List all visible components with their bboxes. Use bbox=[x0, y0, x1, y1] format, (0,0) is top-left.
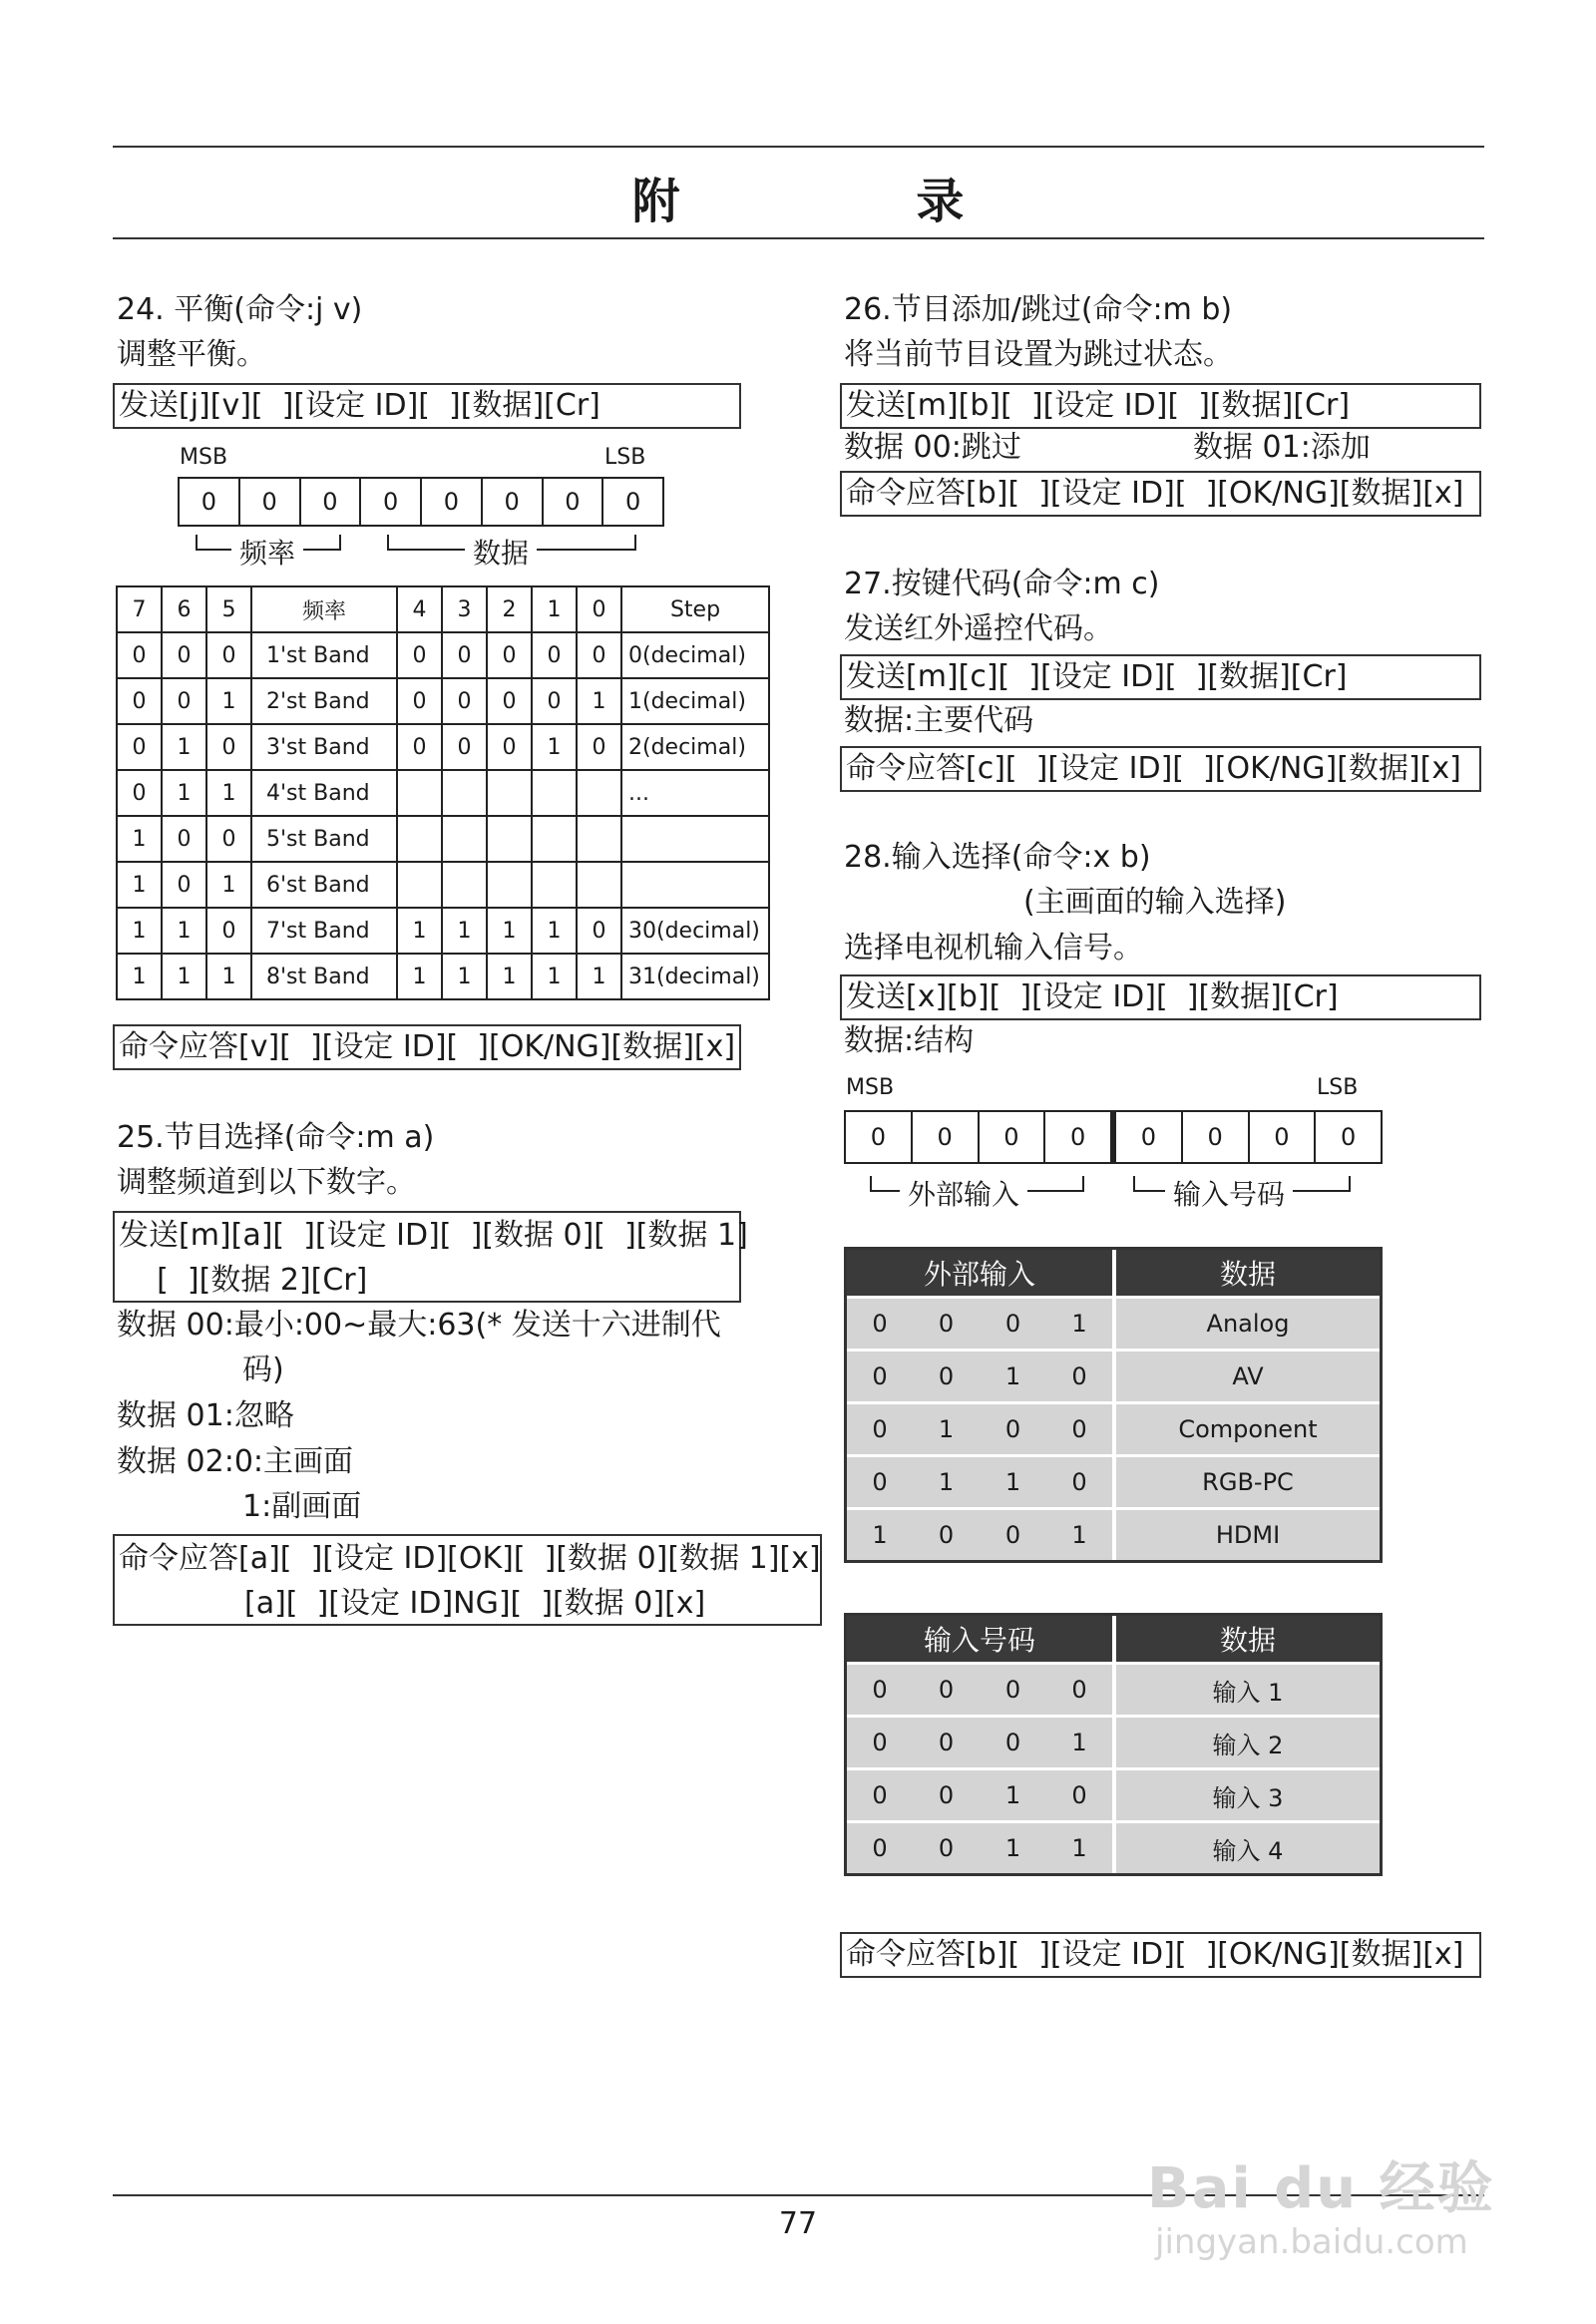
band-table-cell: 0 bbox=[487, 678, 532, 724]
band-table-cell: 5'st Band bbox=[251, 816, 397, 862]
sec28-ext-label: 外部输入 bbox=[900, 1173, 1027, 1213]
sec25-ack-line2: [a][ ][设定 ID]NG][ ][数据 0][x] bbox=[244, 1586, 706, 1621]
bit-7: 0 bbox=[846, 1112, 913, 1162]
ext-table-row bbox=[847, 1507, 1380, 1560]
bit-3: 0 bbox=[1116, 1112, 1183, 1162]
table-data-cell: RGB-PC bbox=[1112, 1454, 1380, 1507]
top-rule bbox=[113, 146, 1484, 148]
table-data-cell: Component bbox=[1112, 1401, 1380, 1454]
band-table-cell: 1 bbox=[117, 862, 162, 908]
ext-table-header-data: 数据 bbox=[1112, 1250, 1380, 1296]
sec24-msb: MSB bbox=[180, 445, 228, 470]
table-bit-cell: 0 bbox=[980, 1296, 1046, 1349]
band-table-header-cell: 5 bbox=[206, 586, 251, 632]
band-table-cell bbox=[397, 862, 442, 908]
table-bit-cell: 1 bbox=[1046, 1820, 1112, 1873]
sec25-ack-line1: 命令应答[a][ ][设定 ID][OK][ ][数据 0][数据 1][x] bbox=[119, 1541, 821, 1576]
table-bit-cell: 0 bbox=[847, 1296, 913, 1349]
bit-6: 0 bbox=[240, 479, 301, 525]
num-table-row bbox=[847, 1820, 1380, 1873]
sec28-bit-row bbox=[844, 1110, 1383, 1164]
sec25-data01: 数据 01:忽略 bbox=[117, 1398, 294, 1433]
sec24-band-table bbox=[116, 585, 770, 1000]
band-table-cell: 0 bbox=[487, 724, 532, 770]
band-table-cell: 0 bbox=[397, 724, 442, 770]
sec27-title: 27.按键代码(命令:m c) bbox=[844, 567, 1160, 601]
band-table-header-cell: 1 bbox=[532, 586, 577, 632]
band-table-cell: 3'st Band bbox=[251, 724, 397, 770]
band-table-cell: 1 bbox=[577, 678, 621, 724]
band-table-cell bbox=[532, 862, 577, 908]
band-table-cell: 0(decimal) bbox=[621, 632, 769, 678]
band-table-cell: 0 bbox=[442, 724, 487, 770]
table-data-cell: 输入 2 bbox=[1112, 1715, 1380, 1767]
table-bit-cell: 0 bbox=[1046, 1767, 1112, 1820]
band-table-cell: 1 bbox=[162, 908, 206, 954]
sec24-title: 24. 平衡(命令:j v) bbox=[117, 292, 363, 327]
num-table-row bbox=[847, 1715, 1380, 1767]
band-table-cell: 0 bbox=[162, 816, 206, 862]
sec24-bit-row bbox=[178, 477, 664, 527]
bit-7: 0 bbox=[180, 479, 240, 525]
sec25-send-line2: [ ][数据 2][Cr] bbox=[119, 1263, 368, 1298]
band-table-row bbox=[117, 954, 769, 999]
sec26-desc: 将当前节目设置为跳过状态。 bbox=[844, 337, 1233, 372]
band-table-cell: 0 bbox=[532, 632, 577, 678]
table-bit-cell: 0 bbox=[847, 1715, 913, 1767]
sec28-subtitle: (主画面的输入选择) bbox=[1023, 885, 1287, 920]
sec24-send-box: 发送[j][v][ ][设定 ID][ ][数据][Cr] bbox=[113, 383, 741, 429]
band-table-cell: 1'st Band bbox=[251, 632, 397, 678]
band-table-header-cell: 频率 bbox=[251, 586, 397, 632]
watermark-brand: Bai du 经验 bbox=[1147, 2156, 1495, 2221]
sec25-data02-line2: 1:副画面 bbox=[242, 1489, 362, 1524]
bit-5: 0 bbox=[980, 1112, 1046, 1162]
sec24-ack-box: 命令应答[v][ ][设定 ID][ ][OK/NG][数据][x] bbox=[113, 1024, 741, 1070]
band-table-cell: 1 bbox=[162, 770, 206, 816]
num-table-row bbox=[847, 1662, 1380, 1715]
table-bit-cell: 0 bbox=[847, 1662, 913, 1715]
band-table-cell: 0 bbox=[206, 908, 251, 954]
bit-0: 0 bbox=[1340, 1123, 1357, 1151]
band-table-cell bbox=[487, 770, 532, 816]
band-table-cell: 1 bbox=[487, 954, 532, 999]
band-table-cell: 1 bbox=[532, 724, 577, 770]
band-table-cell bbox=[397, 816, 442, 862]
band-table-cell: 0 bbox=[397, 678, 442, 724]
page-title: 附 录 bbox=[631, 174, 1074, 229]
table-bit-cell: 1 bbox=[980, 1767, 1046, 1820]
band-table-cell: 1 bbox=[206, 862, 251, 908]
band-table-cell: 1 bbox=[206, 770, 251, 816]
band-table-cell: 0 bbox=[577, 724, 621, 770]
band-table-header-row bbox=[117, 586, 769, 632]
table-bit-cell: 0 bbox=[847, 1820, 913, 1873]
bit-4: 0 bbox=[361, 479, 422, 525]
sec28-lsb: LSB bbox=[1317, 1075, 1359, 1100]
header-rule bbox=[113, 237, 1484, 239]
ext-table-row bbox=[847, 1454, 1380, 1507]
sec28-msb: MSB bbox=[846, 1075, 895, 1100]
table-data-cell: HDMI bbox=[1112, 1507, 1380, 1560]
bit-4: 0 bbox=[1045, 1112, 1116, 1162]
ext-table-row bbox=[847, 1296, 1380, 1349]
band-table-cell: 7'st Band bbox=[251, 908, 397, 954]
band-table-cell: ... bbox=[621, 770, 769, 816]
band-table-cell: 0 bbox=[117, 632, 162, 678]
band-table-row bbox=[117, 862, 769, 908]
band-table-cell bbox=[621, 816, 769, 862]
band-table-cell: 1 bbox=[117, 908, 162, 954]
sec25-data00-line2: 码) bbox=[242, 1353, 284, 1387]
band-table-header-cell: 4 bbox=[397, 586, 442, 632]
table-data-cell: 输入 1 bbox=[1112, 1662, 1380, 1715]
sec25-data02-line1: 数据 02:0:主画面 bbox=[117, 1444, 354, 1479]
band-table-cell bbox=[621, 862, 769, 908]
sec27-send-box: 发送[m][c][ ][设定 ID][ ][数据][Cr] bbox=[840, 654, 1481, 700]
band-table-cell: 1 bbox=[442, 954, 487, 999]
band-table-cell: 1 bbox=[487, 908, 532, 954]
sec27-ack-box: 命令应答[c][ ][设定 ID][ ][OK/NG][数据][x] bbox=[840, 746, 1481, 792]
band-table-cell: 0 bbox=[206, 724, 251, 770]
sec24-data-label: 数据 bbox=[465, 532, 537, 572]
ext-table-header-input: 外部输入 bbox=[847, 1250, 1112, 1296]
sec25-ack-box bbox=[113, 1534, 822, 1626]
band-table-cell: 0 bbox=[487, 632, 532, 678]
sec28-ack-box: 命令应答[b][ ][设定 ID][ ][OK/NG][数据][x] bbox=[840, 1932, 1481, 1978]
sec25-title: 25.节目选择(命令:m a) bbox=[117, 1120, 435, 1155]
band-table-cell: 1 bbox=[442, 908, 487, 954]
band-table-cell: 0 bbox=[442, 632, 487, 678]
band-table-cell: 0 bbox=[532, 678, 577, 724]
table-bit-cell: 0 bbox=[847, 1767, 913, 1820]
band-table-cell bbox=[442, 862, 487, 908]
band-table-cell: 1 bbox=[162, 724, 206, 770]
table-data-cell: 输入 4 bbox=[1112, 1820, 1380, 1873]
table-bit-cell: 0 bbox=[980, 1507, 1046, 1560]
band-table-cell: 1 bbox=[397, 908, 442, 954]
band-table-cell: 0 bbox=[442, 678, 487, 724]
bit-1: 0 bbox=[1250, 1112, 1317, 1162]
band-table-cell: 1 bbox=[577, 954, 621, 999]
table-bit-cell: 1 bbox=[913, 1454, 980, 1507]
table-bit-cell: 1 bbox=[1046, 1715, 1112, 1767]
band-table-cell: 0 bbox=[206, 632, 251, 678]
band-table-header-cell: 7 bbox=[117, 586, 162, 632]
table-bit-cell: 0 bbox=[913, 1715, 980, 1767]
ext-table-row bbox=[847, 1401, 1380, 1454]
sec26-send-box: 发送[m][b][ ][设定 ID][ ][数据][Cr] bbox=[840, 383, 1481, 429]
band-table-cell: 4'st Band bbox=[251, 770, 397, 816]
band-table-cell bbox=[532, 770, 577, 816]
table-bit-cell: 0 bbox=[847, 1454, 913, 1507]
band-table-cell bbox=[442, 816, 487, 862]
num-table-row bbox=[847, 1767, 1380, 1820]
table-bit-cell: 1 bbox=[847, 1507, 913, 1560]
bit-2: 0 bbox=[1183, 1112, 1250, 1162]
sec26-data00: 数据 00:跳过 bbox=[844, 430, 1021, 465]
band-table-cell: 6'st Band bbox=[251, 862, 397, 908]
sec25-send-line1: 发送[m][a][ ][设定 ID][ ][数据 0][ ][数据 1] bbox=[119, 1218, 748, 1253]
band-table-cell: 1 bbox=[206, 678, 251, 724]
band-table-cell: 31(decimal) bbox=[621, 954, 769, 999]
table-bit-cell: 0 bbox=[913, 1767, 980, 1820]
band-table-cell: 0 bbox=[577, 632, 621, 678]
sec25-send-box bbox=[113, 1211, 748, 1303]
band-table-cell: 1 bbox=[206, 954, 251, 999]
table-bit-cell: 0 bbox=[1046, 1349, 1112, 1401]
num-table-header-data: 数据 bbox=[1112, 1616, 1380, 1662]
table-bit-cell: 0 bbox=[847, 1349, 913, 1401]
band-table-row bbox=[117, 678, 769, 724]
table-bit-cell: 0 bbox=[913, 1820, 980, 1873]
sec26-data01: 数据 01:添加 bbox=[1193, 430, 1371, 465]
sec24-lsb: LSB bbox=[604, 445, 646, 470]
sec26-title: 26.节目添加/跳过(命令:m b) bbox=[844, 292, 1233, 327]
table-bit-cell: 0 bbox=[913, 1662, 980, 1715]
band-table-cell: 8'st Band bbox=[251, 954, 397, 999]
band-table-row bbox=[117, 816, 769, 862]
band-table-cell: 1 bbox=[397, 954, 442, 999]
num-table-header-input: 输入号码 bbox=[847, 1616, 1112, 1662]
band-table-cell: 1(decimal) bbox=[621, 678, 769, 724]
band-table-row bbox=[117, 908, 769, 954]
band-table-cell bbox=[487, 816, 532, 862]
table-bit-cell: 1 bbox=[913, 1401, 980, 1454]
table-bit-cell: 1 bbox=[980, 1454, 1046, 1507]
band-table-cell: 0 bbox=[162, 862, 206, 908]
band-table-cell bbox=[532, 816, 577, 862]
band-table-header-cell: 0 bbox=[577, 586, 621, 632]
band-table-cell: 0 bbox=[577, 908, 621, 954]
sec28-send-box: 发送[x][b][ ][设定 ID][ ][数据][Cr] bbox=[840, 974, 1481, 1020]
table-data-cell: Analog bbox=[1112, 1296, 1380, 1349]
sec28-ext-table bbox=[844, 1247, 1383, 1563]
table-bit-cell: 0 bbox=[980, 1662, 1046, 1715]
band-table-row bbox=[117, 770, 769, 816]
table-bit-cell: 0 bbox=[913, 1349, 980, 1401]
bit-1: 0 bbox=[544, 479, 604, 525]
band-table-cell: 0 bbox=[117, 678, 162, 724]
band-table-header-cell: 6 bbox=[162, 586, 206, 632]
band-table-cell: 2'st Band bbox=[251, 678, 397, 724]
band-table-cell: 0 bbox=[397, 632, 442, 678]
bit-5: 0 bbox=[301, 479, 362, 525]
band-table-header-cell: 2 bbox=[487, 586, 532, 632]
table-bit-cell: 1 bbox=[1046, 1296, 1112, 1349]
band-table-cell bbox=[487, 862, 532, 908]
sec28-desc: 选择电视机输入信号。 bbox=[844, 931, 1143, 966]
band-table-row bbox=[117, 632, 769, 678]
sec25-desc: 调整频道到以下数字。 bbox=[117, 1165, 416, 1200]
table-bit-cell: 0 bbox=[1046, 1401, 1112, 1454]
table-bit-cell: 1 bbox=[980, 1349, 1046, 1401]
band-table-cell bbox=[397, 770, 442, 816]
band-table-cell: 1 bbox=[532, 954, 577, 999]
table-bit-cell: 0 bbox=[913, 1296, 980, 1349]
table-bit-cell: 0 bbox=[847, 1401, 913, 1454]
band-table-header-cell: 3 bbox=[442, 586, 487, 632]
band-table-cell bbox=[577, 862, 621, 908]
bit-0: 0 bbox=[624, 488, 641, 516]
band-table-cell: 0 bbox=[206, 816, 251, 862]
band-table-cell: 1 bbox=[117, 954, 162, 999]
band-table-cell: 0 bbox=[162, 632, 206, 678]
table-bit-cell: 1 bbox=[1046, 1507, 1112, 1560]
sec28-num-table bbox=[844, 1613, 1383, 1876]
sec27-data: 数据:主要代码 bbox=[844, 703, 1034, 738]
watermark-url: jingyan.baidu.com bbox=[1155, 2222, 1468, 2262]
sec27-desc: 发送红外遥控代码。 bbox=[844, 611, 1113, 646]
table-bit-cell: 0 bbox=[1046, 1662, 1112, 1715]
sec28-title: 28.输入选择(命令:x b) bbox=[844, 840, 1151, 875]
table-bit-cell: 0 bbox=[980, 1401, 1046, 1454]
band-table-cell: 30(decimal) bbox=[621, 908, 769, 954]
band-table-cell: 2(decimal) bbox=[621, 724, 769, 770]
sec28-data: 数据:结构 bbox=[844, 1023, 975, 1058]
table-bit-cell: 0 bbox=[980, 1715, 1046, 1767]
band-table-cell: 0 bbox=[117, 724, 162, 770]
bit-6: 0 bbox=[913, 1112, 980, 1162]
sec24-freq-label: 频率 bbox=[231, 532, 303, 572]
sec28-num-label: 输入号码 bbox=[1165, 1173, 1293, 1213]
band-table-cell: 1 bbox=[117, 816, 162, 862]
band-table-cell: 1 bbox=[162, 954, 206, 999]
table-bit-cell: 0 bbox=[913, 1507, 980, 1560]
sec25-data00-line1: 数据 00:最小:00~最大:63(* 发送十六进制代 bbox=[117, 1308, 721, 1343]
band-table-cell: 1 bbox=[532, 908, 577, 954]
band-table-row bbox=[117, 724, 769, 770]
band-table-cell: 0 bbox=[117, 770, 162, 816]
page-number: 77 bbox=[778, 2206, 818, 2241]
sec26-ack-box: 命令应答[b][ ][设定 ID][ ][OK/NG][数据][x] bbox=[840, 471, 1481, 517]
bit-3: 0 bbox=[422, 479, 483, 525]
table-data-cell: AV bbox=[1112, 1349, 1380, 1401]
band-table-cell: 0 bbox=[162, 678, 206, 724]
band-table-cell bbox=[577, 770, 621, 816]
band-table-cell bbox=[442, 770, 487, 816]
band-table-header-cell: Step bbox=[621, 586, 769, 632]
table-bit-cell: 0 bbox=[1046, 1454, 1112, 1507]
table-data-cell: 输入 3 bbox=[1112, 1767, 1380, 1820]
bit-2: 0 bbox=[483, 479, 544, 525]
band-table-cell bbox=[577, 816, 621, 862]
sec24-desc: 调整平衡。 bbox=[117, 337, 266, 372]
ext-table-row bbox=[847, 1349, 1380, 1401]
table-bit-cell: 1 bbox=[980, 1820, 1046, 1873]
